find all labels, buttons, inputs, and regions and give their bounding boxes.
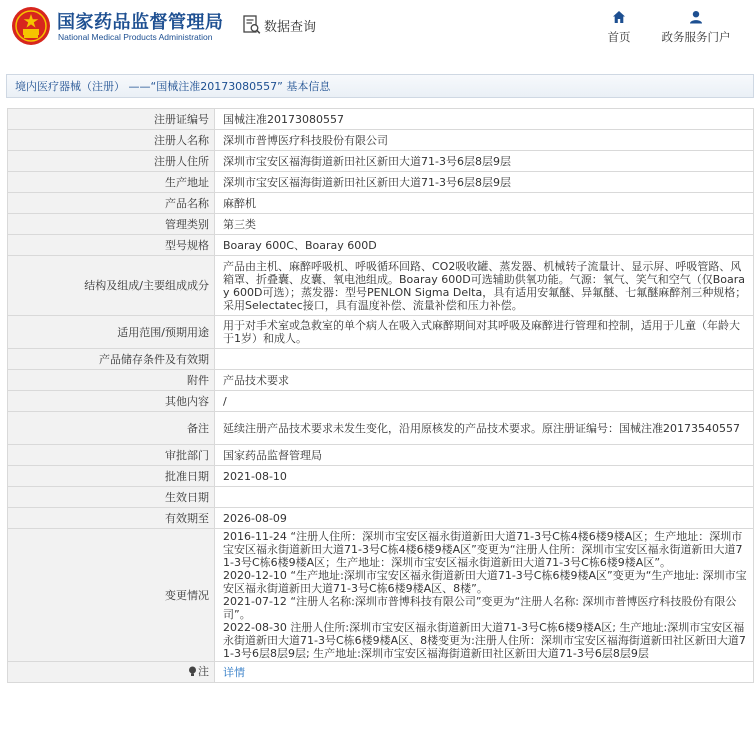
field-label: 生效日期 (8, 487, 215, 508)
field-value: 国械注准20173080557 (215, 109, 754, 130)
nav-home[interactable] (584, 10, 654, 45)
home-icon (612, 10, 626, 24)
field-label: 结构及组成/主要组成成分 (8, 256, 215, 316)
lightbulb-icon (188, 666, 197, 677)
site-header (0, 0, 756, 60)
field-label: 附件 (8, 370, 215, 391)
row-product-name (8, 193, 754, 214)
breadcrumb-text: 境内医疗器械（注册） ——“国械注准20173080557” 基本信息 (15, 80, 331, 93)
row-approval-date (8, 466, 754, 487)
field-value: 第三类 (215, 214, 754, 235)
row-registrant-address (8, 151, 754, 172)
field-label: 生产地址 (8, 172, 215, 193)
row-management-category (8, 214, 754, 235)
user-icon (689, 10, 703, 24)
row-production-address (8, 172, 754, 193)
field-value: 麻醉机 (215, 193, 754, 214)
nav-service-portal-label: 政务服务门户 (661, 30, 731, 44)
row-registration-number (8, 109, 754, 130)
change-entry: 2022-08-30 注册人住所:深圳市宝安区福永街道新田大道71-3号C栋6楼9楼A区; 生产地址:深圳市宝安区福永街道新田大道71-3号C栋6楼9楼A区、8楼变更为:注册人住所：深圳市宝安区福海街道新田社区新田大道71-3号6层8层9层; 生产地址:深圳市宝安区福海街道新田社区新田大道71-3号6层8层9层 (223, 621, 746, 660)
field-label: 备注 (8, 412, 215, 445)
row-attachment (8, 370, 754, 391)
details-link[interactable]: 详情 (223, 665, 245, 679)
field-label: 注册人名称 (8, 130, 215, 151)
row-registrant-name (8, 130, 754, 151)
field-value: 深圳市宝安区福海街道新田社区新田大道71-3号6层8层9层 (215, 172, 754, 193)
field-label: 变更情况 (8, 529, 215, 662)
field-value: Boaray 600C、Boaray 600D (215, 235, 754, 256)
field-label: 有效期至 (8, 508, 215, 529)
document-search-icon (243, 15, 261, 35)
nav-home-label: 首页 (607, 30, 631, 44)
row-model-spec (8, 235, 754, 256)
row-remarks (8, 412, 754, 445)
note-label: 注 (198, 664, 209, 678)
field-label: 其他内容 (8, 391, 215, 412)
field-label: 注册证编号 (8, 109, 215, 130)
nav-service-portal[interactable] (655, 10, 737, 45)
change-entry: 2020-12-10 “生产地址:深圳市宝安区福永街道新田大道71-3号C栋6楼9楼A区”变更为“生产地址: 深圳市宝安区福永街道新田大道71-3号C栋6楼9楼A区、8楼”。 (223, 569, 747, 595)
field-label: 注册人住所 (8, 151, 215, 172)
field-label: 适用范围/预期用途 (8, 316, 215, 349)
row-effective-date (8, 487, 754, 508)
row-intended-use (8, 316, 754, 349)
row-approval-department (8, 445, 754, 466)
data-query-title[interactable] (243, 14, 316, 36)
breadcrumb (6, 74, 754, 98)
field-label: 批准日期 (8, 466, 215, 487)
data-query-label: 数据查询 (264, 19, 317, 35)
field-value: 2021-08-10 (215, 466, 754, 487)
field-value: 延续注册产品技术要求未发生变化，沿用原核发的产品技术要求。原注册证编号：国械注准20173540557 (215, 412, 754, 445)
field-value: / (215, 391, 754, 412)
field-value: 2026-08-09 (215, 508, 754, 529)
field-label: 产品储存条件及有效期 (8, 349, 215, 370)
change-entry: 2021-07-12 “注册人名称:深圳市普博科技有限公司”变更为“注册人名称: 深圳市普博医疗科技股份有限公司”。 (223, 595, 737, 621)
site-title-en[interactable]: National Medical Products Administration (58, 32, 213, 42)
field-label: 型号规格 (8, 235, 215, 256)
change-history-value (215, 529, 754, 662)
field-value: 国家药品监督管理局 (215, 445, 754, 466)
note-label-cell (8, 662, 215, 683)
row-note (8, 662, 754, 683)
field-value (215, 487, 754, 508)
row-other-content (8, 391, 754, 412)
field-value: 产品由主机、麻醉呼吸机、呼吸循环回路、CO2吸收罐、蒸发器、机械转子流量计、显示屏、呼吸管路、风箱罩、折叠囊、皮囊、氧电池组成。Boaray 600D可选辅助供氧功能。气源：氧气、笑气和空气（仅Boaray 600D可选）；蒸发器：型号PENLON Sigma Delta，具有适用安氟醚、异氟醚、七氟醚麻醉剂三种规格；采用Selectatec接口，具有温度补偿、流量补偿和压力补偿。 (215, 256, 754, 316)
field-value: 深圳市宝安区福海街道新田社区新田大道71-3号6层8层9层 (215, 151, 754, 172)
row-change-history (8, 529, 754, 662)
change-entry: 2016-11-24 “注册人住所：深圳市宝安区福永街道新田大道71-3号C栋4楼6楼9楼A区；生产地址：深圳市宝安区福永街道新田大道71-3号C栋4楼6楼9楼A区”变更为“注册人住所：深圳市宝安区福永街道新田大道71-3号C栋6楼9楼A区；生产地址：深圳市宝安区福永街道新田大道71-3号C栋6楼9楼A区”。 (223, 530, 743, 569)
row-structure-composition (8, 256, 754, 316)
field-label: 产品名称 (8, 193, 215, 214)
national-emblem-icon (11, 6, 51, 46)
site-title-cn[interactable]: 国家药品监督管理局 (57, 12, 224, 33)
field-value: 深圳市普博医疗科技股份有限公司 (215, 130, 754, 151)
field-value (215, 349, 754, 370)
registration-detail-table (7, 108, 754, 683)
row-valid-until (8, 508, 754, 529)
note-value (215, 662, 754, 683)
field-label: 审批部门 (8, 445, 215, 466)
field-label: 管理类别 (8, 214, 215, 235)
field-value: 产品技术要求 (215, 370, 754, 391)
row-storage-validity (8, 349, 754, 370)
field-value: 用于对手术室或急救室的单个病人在吸入式麻醉期间对其呼吸及麻醉进行管理和控制，适用于儿童（年龄大于1岁）和成人。 (215, 316, 754, 349)
